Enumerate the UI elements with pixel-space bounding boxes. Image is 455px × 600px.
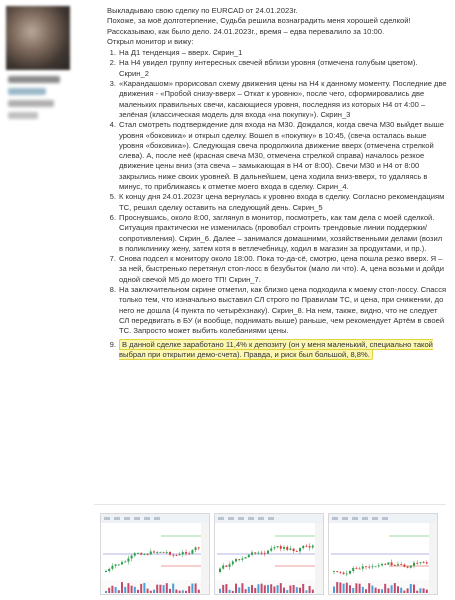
- list-item: [107, 254, 447, 285]
- blurred-user-info: [8, 88, 46, 95]
- list-item: [107, 213, 447, 254]
- list-item: [107, 79, 447, 120]
- list-item-number: 3.: [109, 79, 116, 89]
- highlighted-result-text: В данной сделке заработано 11,4% к депозиту (он у меня маленький, специально такой выбрал при открытии демо-счета). Правда, и риск был большой, 8,8%.: [119, 339, 433, 359]
- list-item-text: Снова подсел к монитору около 18:00. Пока то-да-сё, смотрю, цена пошла резко вверх. Я – за ней, быстренько перетянул стоп-лосс в безубыток (мало ли что). А, цена возьми и дойди одной свечой М5 до моего ТП! Скрин_7.: [119, 254, 444, 284]
- list-item: [107, 285, 447, 336]
- user-sidebar: [0, 0, 100, 600]
- post-intro-line: Похоже, за моё долготерпение, Судьба решила вознаградить меня хорошей сделкой!: [107, 16, 411, 26]
- post-body: [107, 6, 447, 360]
- list-item-number: 8.: [109, 285, 116, 295]
- list-item-text: На Н4 увидел группу интересных свечей вблизи уровня (отмечена голубым цветом). Скрин_2: [119, 58, 418, 78]
- list-item: [107, 120, 447, 192]
- chart-screenshot-thumbnail[interactable]: [328, 513, 438, 595]
- blurred-user-info: [8, 112, 38, 119]
- list-item: [107, 58, 447, 79]
- list-item-highlighted: [107, 340, 447, 361]
- list-item-number: 7.: [109, 254, 116, 264]
- blurred-username: [8, 76, 60, 83]
- chart-thumbnail-2: [215, 514, 323, 594]
- list-item-text: К концу дня 24.01.2023г цена вернулась к уровню входа в сделку. Согласно рекомендациям ТС, решил сделку оставить на следующий день. Скрин_5: [119, 192, 445, 212]
- chart-thumbnail-1: [101, 514, 209, 594]
- list-item-number: 4.: [109, 120, 116, 130]
- list-item-text: Стал смотреть подтверждение для входа на М30. Дождался, когда свеча М30 выйдет выше уровня «боковика» и открыл сделку. Вошел в «покупку» в 10:45, (свеча осталась выше уровня «боковика»). Следующая свеча продолжила движение вверх (отмечена стрелкой слева). А, после неё (красная свеча М30, отмечена стрелкой справа) началось резкое движение цены вниз (эта свеча – замыкающая в Н4 от 8:00). Свечи М30 и Н4 от 8:00 закрылись ниже своих уровней. В дальнейшем, цена ходила вниз-вверх, то удаляясь в минус, то приближаясь к отметке моего входа в сделку. Скрин_4.: [119, 120, 444, 192]
- avatar[interactable]: [6, 6, 70, 70]
- chart-screenshot-thumbnail[interactable]: [214, 513, 324, 595]
- post-intro-line: Открыл монитор и вижу:: [107, 36, 194, 46]
- list-item-text: «Карандашом» прорисовал схему движения цены на Н4 к данному моменту. Последние две движения - «Пробой снизу-вверх – Откат к уровню», после чего, сформировались две маленьких правильных свечи, касающиеся уровня, последняя из которых Н4 от 4:00 – зелёная (классическая модель для входа «на покупку»). Скрин_3: [119, 79, 447, 119]
- post-steps-list: [107, 48, 447, 360]
- list-item: [107, 48, 447, 58]
- list-item-number: 5.: [109, 192, 116, 202]
- chart-thumbnail-3: [329, 514, 437, 594]
- list-item-text: Проснувшись, около 8:00, заглянул в монитор, посмотреть, как там дела с моей сделкой. Ситуация практически не изменилась (провобал строить трендовые линии поддержки/сопротивления). Скрин_6. Далее – занимался домашними, хозяйственными делами (возил в поликлинику жену, затем котя в ветлечебницу, ходил в магазин за продуктами, и пр.).: [119, 212, 443, 253]
- list-item-text: На Д1 тенденция – вверх. Скрин_1: [119, 48, 243, 58]
- blurred-user-info: [8, 100, 54, 107]
- list-item-number: 9.: [109, 339, 116, 349]
- list-item-number: 1.: [109, 48, 116, 58]
- list-item-text: На заключительном скрине отметил, как близко цена подходила к моему стоп-лоссу. Спасся только тем, что изначально выставил СЛ строго по Правилам ТС, и цена, при снижении, до него не дошла (4 пункта по четырёхзнаку). Скрин_8. На нем, также, видно, что не следует СЛ передвигать в БУ (и вообще, поднимать выше) раньше, чем рекомендует Артём в своей ТС. Запросто может выбить колебаниями цены.: [119, 285, 447, 336]
- list-item: [107, 192, 447, 213]
- chart-screenshot-thumbnail[interactable]: [100, 513, 210, 595]
- attached-screenshots: [94, 504, 446, 596]
- post-intro-line: Рассказываю, как было дело. 24.01.2023г., время – едва перевалило за 10:00.: [107, 26, 385, 36]
- list-item-number: 2.: [109, 58, 116, 68]
- post-intro-line: Выкладываю свою сделку по EURCAD от 24.01.2023г.: [107, 6, 298, 15]
- list-item-number: 6.: [109, 212, 116, 222]
